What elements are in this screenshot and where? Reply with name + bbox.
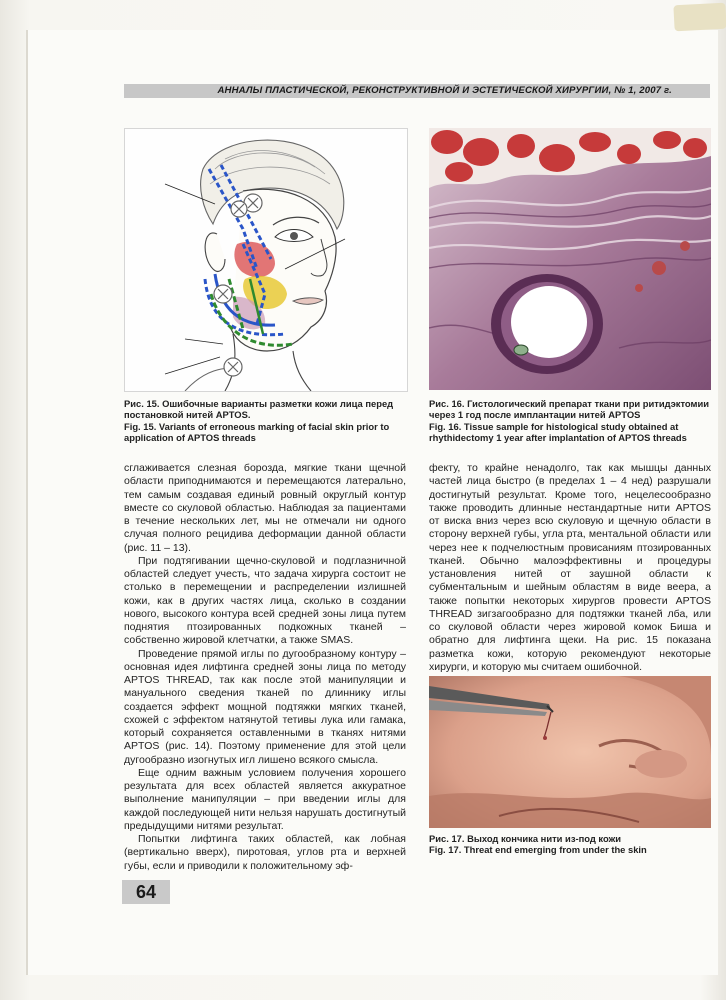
- running-header-title: АННАЛЫ ПЛАСТИЧЕСКОЙ, РЕКОНСТРУКТИВНОЙ И ЭСТЕТИЧЕСКОЙ ХИРУРГИИ, № 1, 2007 г.: [217, 85, 672, 96]
- figure-16-histology-photo: [429, 128, 711, 390]
- figure-15-face-illustration: [124, 128, 408, 392]
- page-number-box: [122, 880, 170, 904]
- body-column-left: [124, 462, 406, 873]
- page-number: 64: [135, 882, 157, 902]
- figure-17-caption-en: Fig. 17. Threat end emerging from under the skin: [429, 844, 647, 856]
- figure-17-thread-photo: [429, 676, 711, 828]
- paragraph: Попытки лифтинга таких областей, как лобная (вертикально вверх), пиротовая, углов рта и верхней губы, если и приводили к положительному эф-: [124, 833, 406, 872]
- paragraph: Проведение прямой иглы по дугообразному контуру – основная идея лифтинга средней зоны лица по методу APTOS THREAD, так как после этой манипуляции и мануального сведения тканей по длиннику иглы создается эффект мощной подтяжки мягких тканей, схожей с эффектом натянутой тетивы лука или гамака, который сохраняется оставленными в тканях нитями APTOS (рис. 14). Поэтому применение для этой цели дугообразно изогнутых игл лишено всякого смысла.: [124, 647, 406, 766]
- paragraph: сглаживается слезная борозда, мягкие ткани щечной области приподнимаются и перемещаются латерально, тем самым создавая единый ровный округлый контур вместе со скуловой областью. Наблюдая за пациентами в течение нескольких лет, мы не отмечали ни одного случая полного рецидива деформации данной области (рис. 11 – 13).: [124, 462, 406, 554]
- figure-16-caption-en: Fig. 16. Tissue sample for histological study obtained at rhythidectomy 1 year after implantation of APTOS threads: [429, 420, 687, 443]
- skin-photo: [429, 676, 711, 828]
- paragraph: Еще одним важным условием получения хорошего результата для всех областей является аккуратное выполнение манипуляции – при введении иглы для каждой последующей нити нельзя нарушать достигнутый предыдущими нитями результат.: [124, 766, 406, 832]
- figure-17-caption-ru: Рис. 17. Выход кончика нити из-под кожи: [429, 833, 621, 844]
- body-column-right: [429, 462, 711, 674]
- paragraph: фекту, то крайне ненадолго, так как мышцы данных частей лица быстро (в пределах 1 – 4 нед) разрушали достигнутый результат. Кроме того, нецелесообразно также проводить длинные нестандартные нити APTOS от виска вниз через всю скуловую и щечную области в сторону верхней губы, угла рта, ментальной области или через нее к подчелюстным провисаниям птозированных тканей. Обычно малоэффективны и процедуры установления нитей от заушной области к субментальным и шейным областям в виде веера, а также попытки некоторых хирургов провести APTOS THREAD зигзагообразно для подтяжки тканей лба, или со скуловой области через жировой комок Биша и обратно для лифтинга щеки. На рис. 15 показана разметка кожи, которую рекомендуют некоторые хирурги, и которую мы считаем ошибочной.: [429, 462, 711, 673]
- paragraph: При подтягивании щечно-скуловой и подглазничной областей следует учесть, что задача хирурга состоит не столько в перемещении и распределении излишней кожи, как в других частях лица, сколько в создании нового, высокого контура всей средней зоны лица путем поднятия птозированных подкожных тканей – собственно жировой клетчатки, а также SMAS.: [124, 554, 406, 647]
- face-drawing: [125, 129, 407, 391]
- running-header: [124, 84, 710, 98]
- figure-17-caption: [429, 833, 719, 856]
- figure-16-caption-ru: Рис. 16. Гистологический препарат ткани при ритидэктомии через 1 год после имплантации нитей APTOS: [429, 398, 709, 421]
- figure-16-caption: [429, 398, 719, 443]
- scan-tape-mark: [673, 3, 726, 32]
- histology-image: [429, 128, 711, 390]
- figure-15-caption-ru: Рис. 15. Ошибочные варианты разметки кожи лица перед постановкой нитей APTOS.: [124, 398, 394, 421]
- figure-15-caption-en: Fig. 15. Variants of erroneous marking of facial skin prior to application of APTOS threads: [124, 420, 390, 443]
- figure-15-caption: [124, 398, 414, 443]
